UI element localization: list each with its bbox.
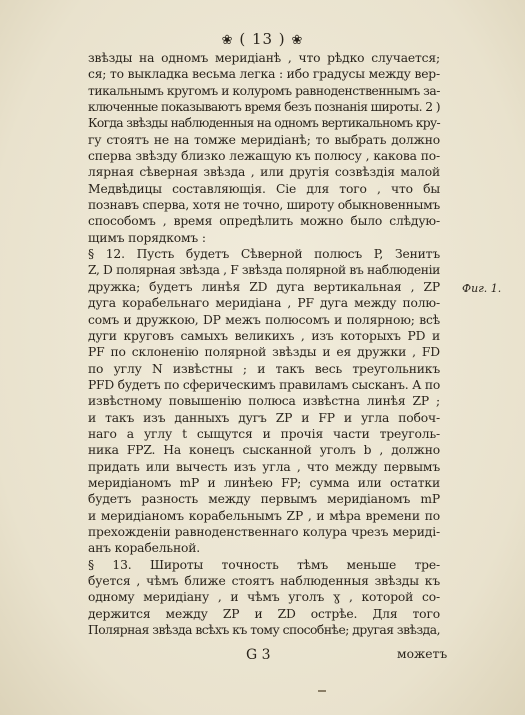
text-line: ся; то выкладка весьма легка : ибо градусы между вер- — [88, 67, 440, 82]
text-line: одному меридіану , и чѣмъ уголъ ɣ , которой со- — [88, 590, 440, 605]
text-line: PF по склоненію полярной звѣзды и ея дружки , FD — [88, 345, 440, 360]
text-line: Медвѣдицы составляющія. Сіе для того , что бы — [88, 181, 440, 196]
text-line: § 13. Широты точность тѣмъ меньше тре- — [88, 557, 440, 572]
text-line: способомъ , время опредѣлить можно было слѣдую- — [88, 214, 440, 229]
text-line: извѣстному повышенію полюса извѣстна линѣя ZP ; — [88, 394, 440, 409]
text-line: наго a углу t сыщутся и прочія части треуголь- — [88, 426, 440, 441]
text-line: § 12. Пусть будетъ Сѣверной полюсъ P, Зенитъ — [88, 247, 440, 262]
page-number: ( 13 ) — [239, 30, 286, 48]
text-line: познавъ сперва, хотя не точно, широту обыкновеннымъ — [88, 198, 440, 213]
figure-reference: Фиг. 1. — [462, 282, 502, 295]
page-header — [0, 30, 525, 48]
ornament-left: ❀ — [221, 33, 234, 48]
text-line: гу стоятъ не на томже меридіанѣ; то выбрать должно — [88, 132, 440, 147]
text-line: и меридіаномъ корабельнымъ ZP , и мѣра времени по — [88, 508, 440, 523]
text-line: ключенные показываютъ время безъ познанія широты. 2 ) — [88, 100, 440, 115]
text-line: меридіаномъ mP и линѣею FP; сумма или остатки — [88, 475, 440, 490]
text-line: лярная сѣверная звѣзда , или другія созвѣздія малой — [88, 165, 440, 180]
text-line: и такъ изъ данныхъ дугъ ZP и FP и угла побоч- — [88, 410, 440, 425]
text-line: дружка; будетъ линѣя ZD дуга вертикальная , ZP — [88, 279, 440, 294]
text-line: анъ корабельной. — [88, 541, 201, 556]
text-line: по углу N извѣстны ; и такъ весь треугольникъ — [88, 361, 440, 376]
text-line: ника FPZ. На конецъ сысканной уголъ b , должно — [88, 443, 440, 458]
ornament-right: ❀ — [291, 33, 304, 48]
text-line: буется , чѣмъ ближе стоятъ наблюденныя звѣзды къ — [88, 574, 440, 588]
text-line: будетъ разность между первымъ меридіаномъ mP — [88, 492, 440, 507]
text-line: щимъ порядкомъ : — [88, 230, 206, 245]
text-line: тикальнымъ кругомъ и колуромъ равноденственнымъ за- — [88, 83, 440, 98]
text-line: PFD будетъ по сферическимъ правиламъ сысканъ. А по — [88, 377, 440, 392]
text-line: дуги круговъ самыхъ великихъ , изъ которыхъ PD и — [88, 328, 440, 343]
text-line: сперва звѣзду близко лежащую къ полюсу , какова по- — [88, 149, 440, 164]
page-footer — [0, 647, 525, 665]
catchword: можетъ — [397, 647, 448, 661]
signature-mark: G 3 — [246, 647, 271, 663]
footer-dash — [318, 690, 326, 692]
text-line: сомъ и дружкою, DP межъ полюсомъ и полярною; всѣ — [88, 312, 440, 327]
text-line: дуга корабельнаго меридіана , PF дуга между полю- — [88, 296, 440, 311]
text-line: держится между ZP и ZD острѣе. Для того — [88, 606, 440, 621]
text-line: Полярная звѣзда всѣхъ къ тому способнѣе; другая звѣзда, — [88, 623, 440, 638]
text-line: прехожденіи равноденственнаго колура чрезъ мериді- — [88, 524, 440, 539]
text-line: Z, D полярная звѣзда , F звѣзда полярной въ наблюденіи — [88, 263, 440, 278]
text-line: Когда звѣзды наблюденныя на одномъ вертикальномъ кру- — [88, 116, 440, 131]
body-text — [88, 50, 440, 638]
text-line: придать или вычесть изъ угла , что между первымъ — [88, 459, 440, 474]
text-line: звѣзды на одномъ меридіанѣ , что рѣдко случается; — [88, 51, 440, 65]
